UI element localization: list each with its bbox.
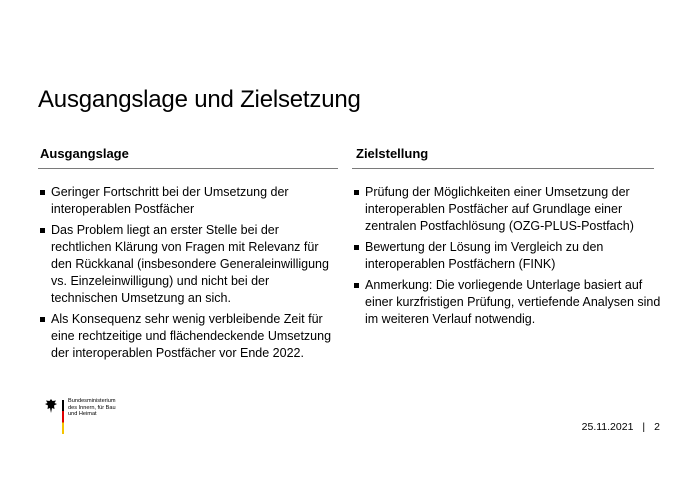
page-number: 2 <box>654 421 660 433</box>
footer-date: 25.11.2021 <box>581 421 634 433</box>
list-item: Prüfung der Möglichkeiten einer Umsetzung der interoperablen Postfächer auf Grundlage einer zentralen Postfachlösung (OZG-PLUS-Postfach) <box>352 184 662 235</box>
right-divider <box>352 168 654 169</box>
right-bullet-list <box>352 184 662 332</box>
list-item: Bewertung der Lösung im Vergleich zu den interoperablen Postfächern (FINK) <box>352 239 662 273</box>
ministry-name: Bundesministerium des Innern, für Bau und Heimat <box>68 398 116 418</box>
left-bullet-list <box>38 184 338 366</box>
flag-stripe <box>62 400 64 434</box>
list-item: Als Konsequenz sehr wenig verbleibende Zeit für eine rechtzeitige und flächendeckende Umsetzung der interoperablen Postfächer vor Ende 2022. <box>38 311 338 362</box>
left-divider <box>38 168 338 169</box>
list-item: Anmerkung: Die vorliegende Unterlage basiert auf einer kurzfristigen Prüfung, vertiefende Analysen sind im weiteren Verlauf notwendig. <box>352 277 662 328</box>
page-title: Ausgangslage und Zielsetzung <box>38 86 361 113</box>
footer-separator: | <box>642 421 646 433</box>
right-column-heading: Zielstellung <box>356 146 429 161</box>
federal-eagle-icon <box>44 398 58 414</box>
ministry-logo <box>44 398 134 436</box>
left-column-heading: Ausgangslage <box>40 146 129 161</box>
list-item: Das Problem liegt an erster Stelle bei der rechtlichen Klärung von Fragen mit Relevanz für den Rückkanal (insbesondere Generaleinwilligung vs. Einzeleinwilligung) und nicht bei der technischen Umsetzung an sich. <box>38 222 338 307</box>
footer <box>582 421 660 433</box>
list-item: Geringer Fortschritt bei der Umsetzung der interoperablen Postfächer <box>38 184 338 218</box>
